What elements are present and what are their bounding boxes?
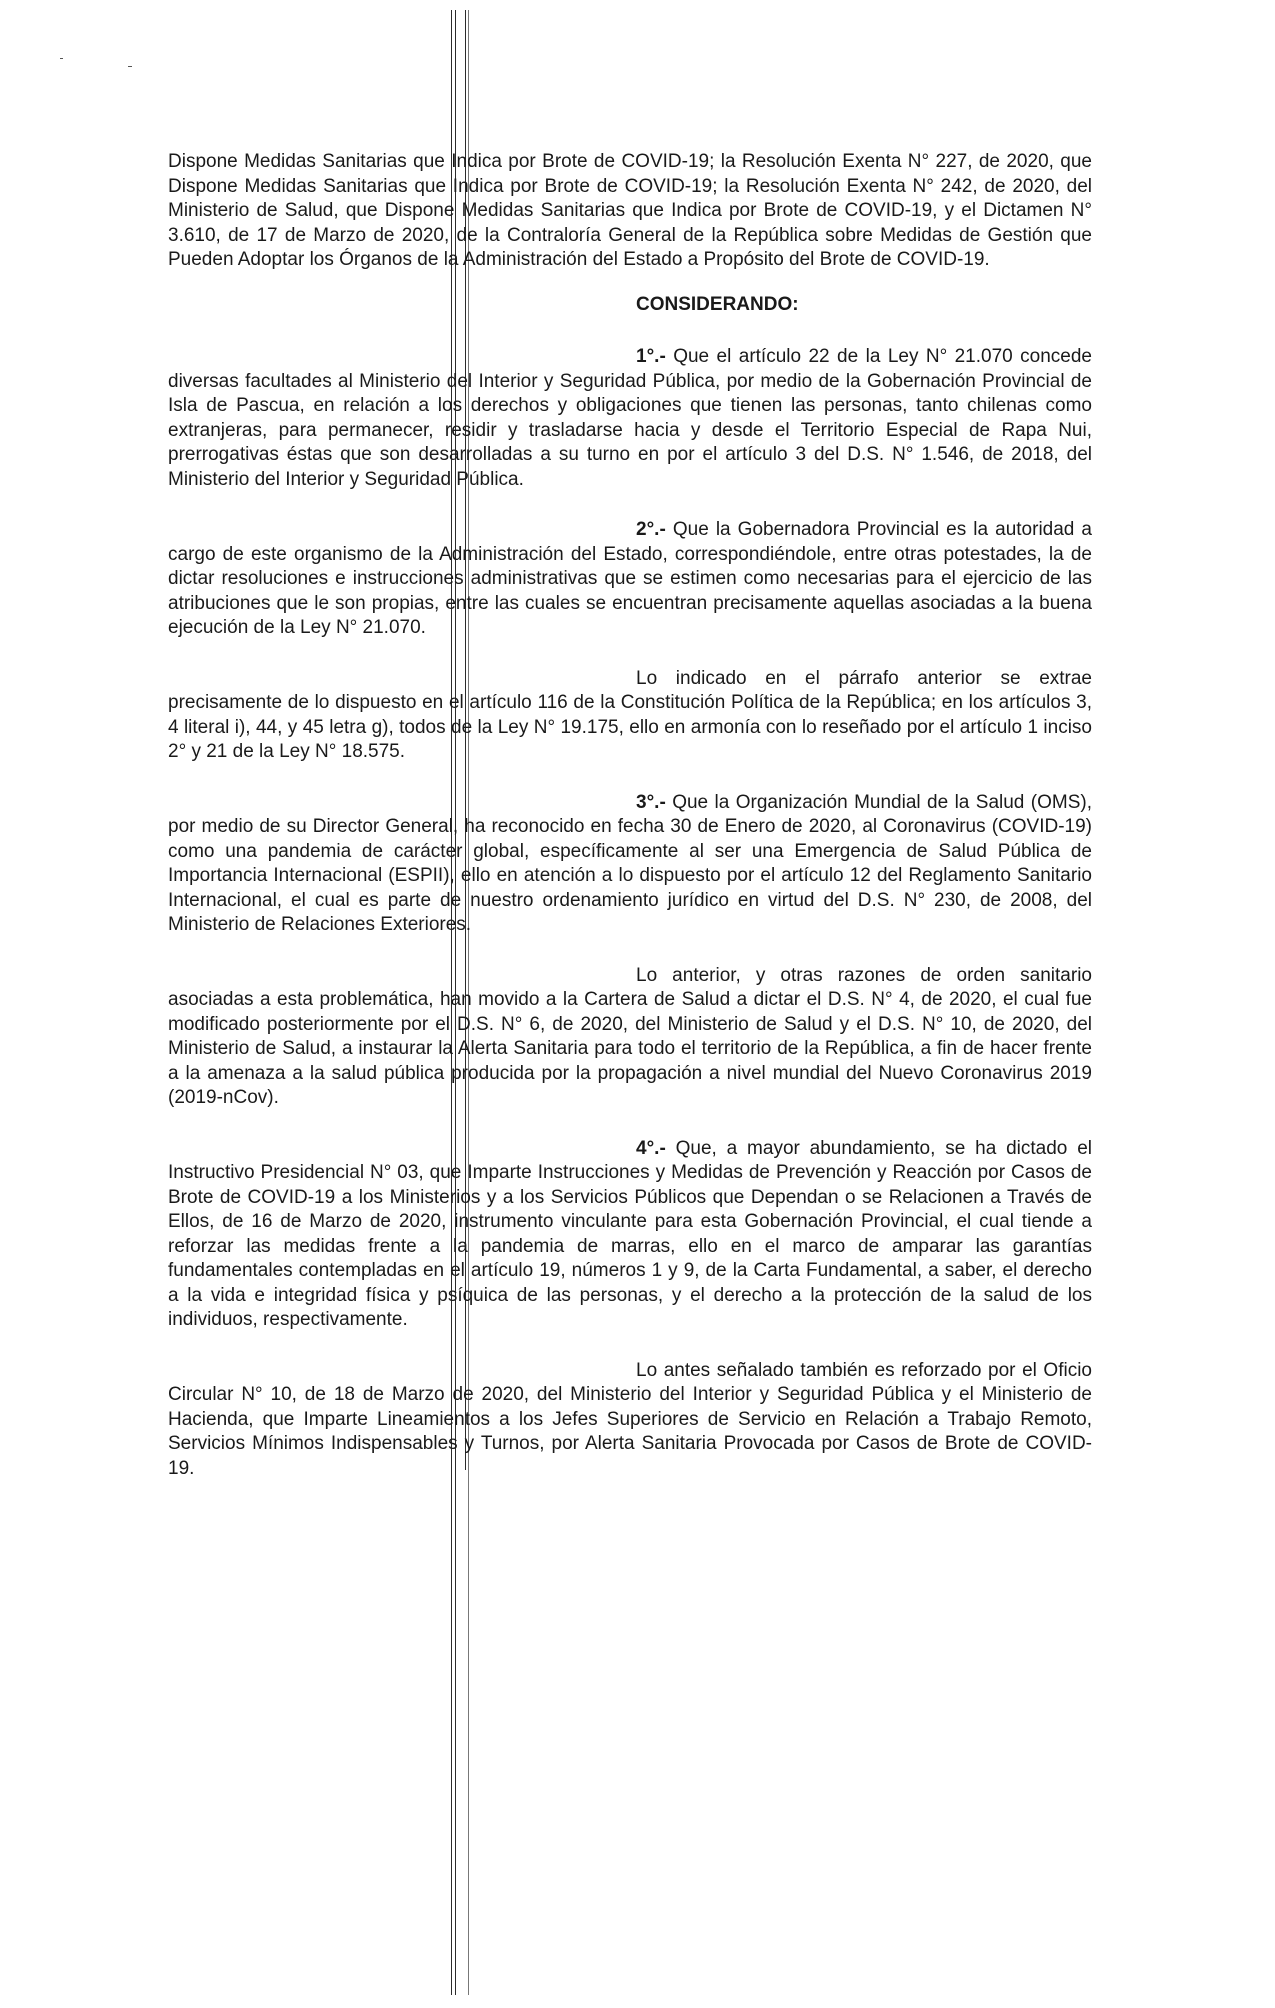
paragraph-1 (168, 345, 1092, 492)
paragraph-number: 3°.- (636, 791, 666, 813)
intro-paragraph: Dispone Medidas Sanitarias que Indica por Brote de COVID-19; la Resolución Exenta N° 227, de 2020, que Dispone Medidas Sanitarias que Indica por Brote de COVID-19; la Resolución Exenta N° 242, de 2020, del Ministerio de Salud, que Dispone Medidas Sanitarias que Indica por Brote de COVID-19, y el Dictamen N° 3.610, de 17 de Marzo de 2020, de la Contraloría General de la República sobre Medidas de Gestión que Pueden Adoptar los Órganos de la Administración del Estado a Propósito del Brote de COVID-19. (168, 151, 1092, 270)
paragraph-2-continuation (168, 667, 1092, 765)
paragraph-2 (168, 518, 1092, 641)
paragraph-3-continuation (168, 964, 1092, 1111)
paragraph-number: 2°.- (636, 519, 666, 540)
paragraph-text: Lo antes señalado también es reforzado por el Oficio Circular N° 10, de 18 de Marzo de 2020, del Ministerio del Interior y Seguridad Pública y el Ministerio de Hacienda, que Imparte Lineamientos a los Jefes Superiores de Servicio en Relación a Trabajo Remoto, Servicios Mínimos Indispensables y Turnos, por Alerta Sanitaria Provocada por Casos de Brote de COVID-19. (168, 1359, 1092, 1479)
paragraph-3 (168, 791, 1092, 938)
paragraph-number: 4°.- (636, 1137, 666, 1159)
paragraph-number: 1°.- (636, 346, 666, 367)
paragraph-4 (168, 1137, 1092, 1333)
paragraph-text: Lo anterior, y otras razones de orden sanitario asociadas a esta problemática, han movido a la Cartera de Salud a dictar el D.S. N° 4, de 2020, el cual fue modificado posteriormente por el D.S. N° 6, de 2020, del Ministerio de Salud y el D.S. N° 10, de 2020, del Ministerio de Salud, a instaurar la Alerta Sanitaria para todo el territorio de la República, a fin de hacer frente a la amenaza a la salud pública producida por la propagación a nivel mundial del Nuevo Coronavirus 2019 (2019-nCov). (168, 964, 1092, 1108)
scan-speck (60, 58, 63, 59)
paragraph-text: Que la Organización Mundial de la Salud (OMS), por medio de su Director General, ha reconocido en fecha 30 de Enero de 2020, al Coronavirus (COVID-19) como una pandemia de carácter global, específicamente al ser una Emergencia de Salud Pública de Importancia Internacional (ESPII), ello en atención a lo dispuesto por el artículo 12 del Reglamento Sanitario Internacional, el cual es parte de nuestro ordenamiento jurídico en virtud del D.S. N° 230, de 2008, del Ministerio de Relaciones Exteriores. (168, 791, 1092, 935)
considerando-heading: CONSIDERANDO: (636, 293, 799, 315)
paragraph-text: Que, a mayor abundamiento, se ha dictado el Instructivo Presidencial N° 03, que Imparte Instrucciones y Medidas de Prevención y Reacción por Casos de Brote de COVID-19 a los Ministerios y a los Servicios Públicos que Dependan o se Relacionen a Través de Ellos, de 16 de Marzo de 2020, instrumento vinculante para esta Gobernación Provincial, el cual tiende a reforzar las medidas frente a la pandemia de marras, ello en el marco de amparar las garantías fundamentales contempladas en el artículo 19, números 1 y 9, de la Carta Fundamental, a saber, el derecho a la vida e integridad física y psíquica de las personas, y el derecho a la protección de la salud de los individuos, respectivamente. (168, 1137, 1092, 1330)
paragraph-text: Que la Gobernadora Provincial es la autoridad a cargo de este organismo de la Administración del Estado, correspondiéndole, entre otras potestades, la de dictar resoluciones e instrucciones administrativas que se estimen como necesarias para el ejercicio de las atribuciones que le son propias, entre las cuales se encuentran precisamente aquellas asociadas a la buena ejecución de la Ley N° 21.070. (168, 519, 1092, 638)
scan-speck (128, 66, 132, 67)
document-body (168, 150, 1092, 1481)
paragraph-text: Que el artículo 22 de la Ley N° 21.070 concede diversas facultades al Ministerio del Interior y Seguridad Pública, por medio de la Gobernación Provincial de Isla de Pascua, en relación a los derechos y obligaciones que tienen las personas, tanto chilenas como extranjeras, para permanecer, residir y trasladarse hacia y desde el Territorio Especial de Rapa Nui, prerrogativas éstas que son desarrolladas a su turno en por el artículo 3 del D.S. N° 1.546, de 2018, del Ministerio del Interior y Seguridad Pública. (168, 346, 1092, 490)
paragraph-4-continuation (168, 1359, 1092, 1482)
paragraph-text: Lo indicado en el párrafo anterior se extrae precisamente de lo dispuesto en el artículo 116 de la Constitución Política de la República; en los artículos 3, 4 literal i), 44, y 45 letra g), todos de la Ley N° 19.175, ello en armonía con lo reseñado por el artículo 1 inciso 2° y 21 de la Ley N° 18.575. (168, 667, 1092, 762)
